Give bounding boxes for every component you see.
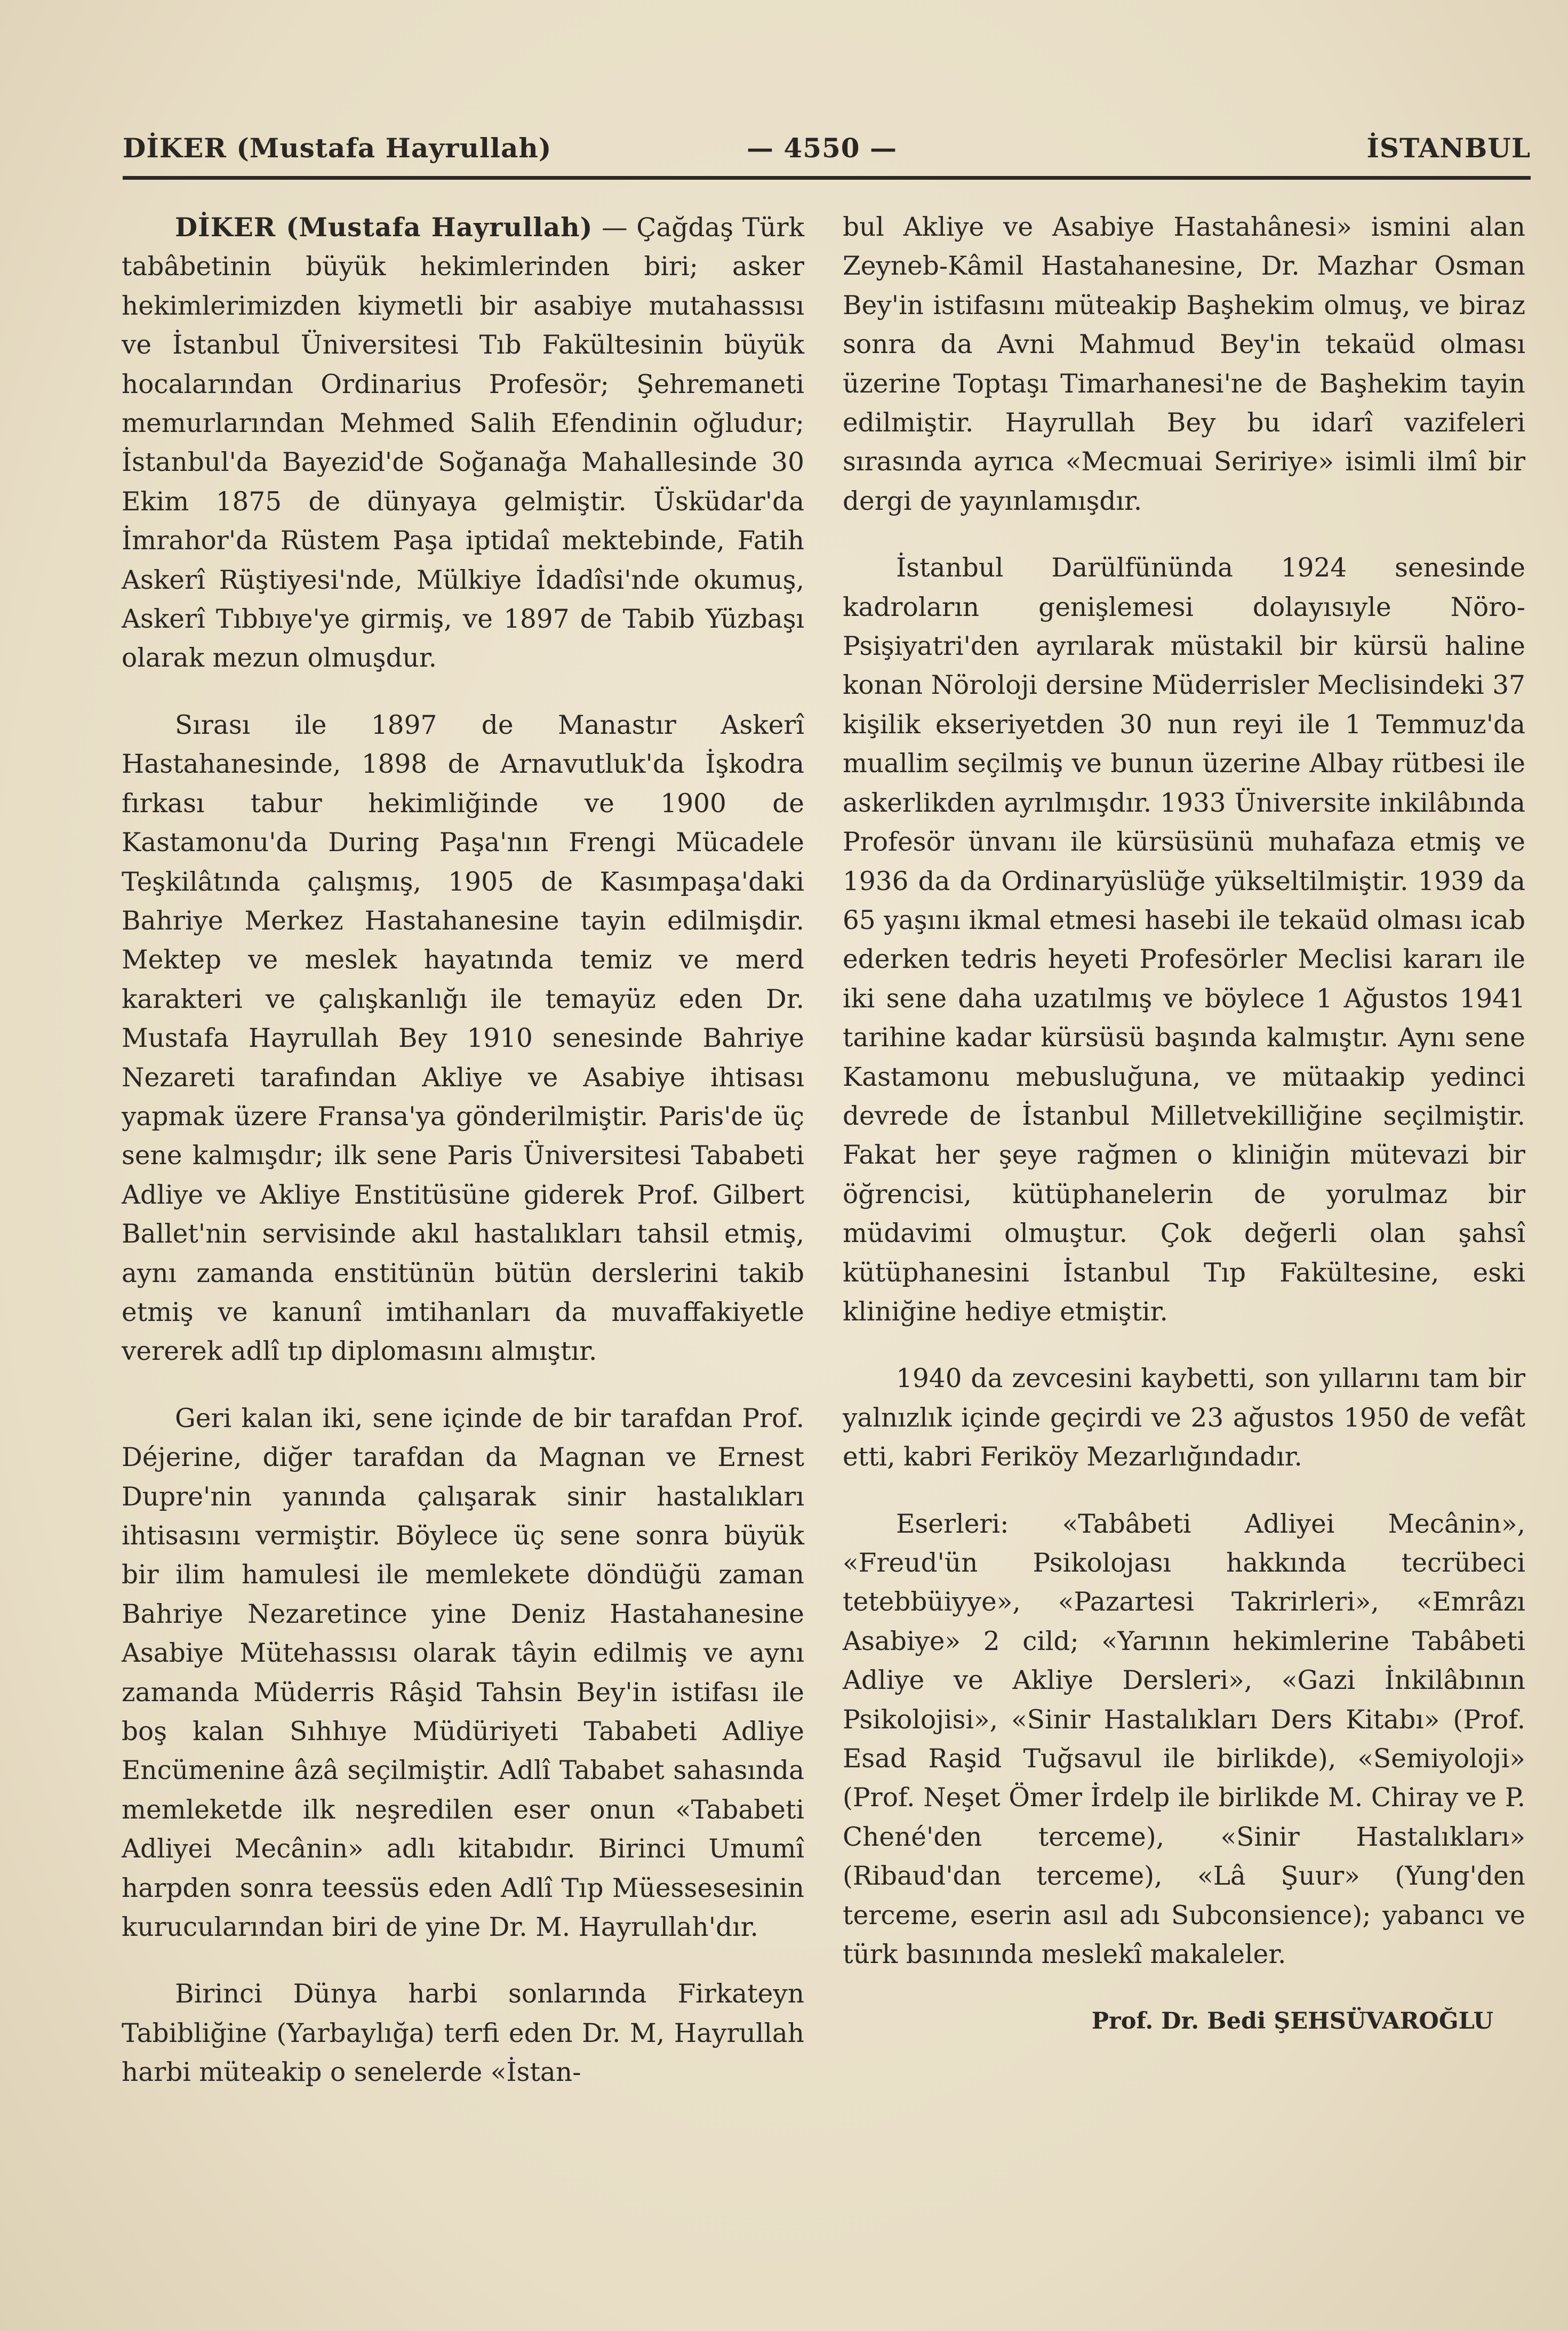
header-entry-title: DİKER (Mustafa Hayrullah) bbox=[123, 132, 552, 164]
paragraph-continuation: bul Akliye ve Asabiye Hastahânesi» ismini alan Zeyneb-Kâmil Hastahanesine, Dr. Mazhar Osman Bey'in istifasını müteakip Başhekim olmuş, ve biraz sonra da Avni Mahmud Bey'in tekaüd olması üzerine Toptaşı Timarhanesi'ne de Başhekim tayin edilmiştir. Hayrullah Bey bu idarî vazifeleri sırasında ayrıca «Mecmuai Seririye» isimli ilmî bir dergi de yayınlamışdır. bbox=[843, 212, 1525, 516]
header-city: İSTANBUL bbox=[1366, 132, 1531, 164]
paragraph-war: Birinci Dünya harbi sonlarında Firkateyn Tabibliğine (Yarbaylığa) terfi eden Dr. M, Hayrullah harbi müteakip o senelerde «İstan- bbox=[122, 1979, 804, 2088]
paragraph-intro bbox=[122, 208, 804, 678]
left-column bbox=[122, 208, 804, 2120]
header-rule bbox=[123, 176, 1531, 180]
entry-name: DİKER (Mustafa Hayrullah) bbox=[175, 212, 593, 243]
paragraph-specialization: Geri kalan iki, sene içinde de bir tarafdan Prof. Déjerine, diğer tarafdan da Magnan ve Ernest Dupre'nin yanında çalışarak sinir hastalıkları ihtisasını vermiştir. Böylece üç sene sonra büyük bir ilim hamulesi ile memlekete döndüğü zaman Bahriye Nezaretince yine Deniz Hastahanesine Asabiye Mütehassısı olarak tâyin edilmiş ve aynı zamanda Müderris Râşid Tahsin Bey'in istifası ile boş kalan Sıhhıye Müdüriyeti Tababeti Adliye Encümenine âzâ seçilmiştir. Adlî Tababet sahasında memleketde ilk neşredilen eser onun «Tababeti Adliyei Mecânin» adlı kitabıdır. Birinci Umumî harpden sonra teessüs eden Adlî Tıp Müessesesinin kurucularından biri de yine Dr. M. Hayrullah'dır. bbox=[122, 1403, 804, 1943]
author-signature: Prof. Dr. Bedi ŞEHSÜVAROĞLU bbox=[1091, 2008, 1493, 2035]
paragraph-career: Sırası ile 1897 de Manastır Askerî Hastahanesinde, 1898 de Arnavutluk'da İşkodra fırkası tabur hekimliğinde ve 1900 de Kastamonu'da During Paşa'nın Frengi Mücadele Teşkilâtında çalışmış, 1905 de Kasımpaşa'daki Bahriye Merkez Hastahanesine tayin edilmişdir. Mektep ve meslek hayatında temiz ve merd karakteri ve çalışkanlığı ile temayüz eden Dr. Mustafa Hayrullah Bey 1910 senesinde Bahriye Nezareti tarafından Akliye ve Asabiye ihtisası yapmak üzere Fransa'ya gönderilmiştir. Paris'de üç sene kalmışdır; ilk sene Paris Üniversitesi Tababeti Adliye ve Akliye Enstitüsüne giderek Prof. Gilbert Ballet'nin servisinde akıl hastalıkları tahsil etmiş, aynı zamanda enstitünün bütün derslerini takib etmiş ve kanunî imtihanları da muvaffakiyetle vererek adlî tıp diplomasını almıştır. bbox=[122, 710, 804, 1367]
page-number: — 4550 — bbox=[747, 132, 897, 164]
paragraph-works: Eserleri: «Tabâbeti Adliyei Mecânin», «Freud'ün Psikolojası hakkında tecrübeci tetebbüiyye», «Pazartesi Takrirleri», «Emrâzı Asabiye» 2 cild; «Yarının hekimlerine Tabâbeti Adliye ve Akliye Dersleri», «Gazi İnkilâbının Psikolojisi», «Sinir Hastalıkları Ders Kitabı» (Prof. Esad Raşid Tuğsavul ile birlikde), «Semiyoloji» (Prof. Neşet Ömer İrdelp ile birlikde M. Chiray ve P. Chené'den terceme), «Sinir Hastalıkları» (Ribaud'dan terceme), «Lâ Şuur» (Yung'den terceme, eserin asıl adı Subconsience); yabancı ve türk basınında meslekî makaleler. bbox=[843, 1509, 1525, 1970]
intro-text: — Çağdaş Türk tabâbetinin büyük hekimlerinden biri; asker hekimlerimizden kiymetli bir asabiye mutahassısı ve İstanbul Üniversitesi Tıb Fakültesinin büyük hocalarından Ordinarius Profesör; Şehremaneti memurlarından Mehmed Salih Efendinin oğludur; İstanbul'da Bayezid'de Soğanağa Mahallesinde 30 Ekim 1875 de dünyaya gelmiştir. Üsküdar'da İmrahor'da Rüstem Paşa iptidaî mektebinde, Fatih Askerî Rüştiyesi'nde, Mülkiye İdadîsi'nde okumuş, Askerî Tıbbıye'ye girmiş, ve 1897 de Tabib Yüzbaşı olarak mezun olmuşdur. bbox=[122, 213, 804, 674]
paragraph-university: İstanbul Darülfününda 1924 senesinde kadroların genişlemesi dolayısıyle Nöro-Psişiyatri'den ayrılarak müstakil bir kürsü haline konan Nöroloji dersine Müderrisler Meclisindeki 37 kişilik ekseriyetden 30 nun reyi ile 1 Temmuz'da muallim seçilmiş ve bunun üzerine Albay rütbesi ile askerlikden ayrılmışdır. 1933 Üniversite inkilâbında Profesör ünvanı ile kürsüsünü muhafaza etmiş ve 1936 da da Ordinaryüslüğe yükseltilmiştir. 1939 da 65 yaşını ikmal etmesi hasebi ile tekaüd olması icab ederken tedris heyeti Profesörler Meclisi kararı ile iki sene daha uzatılmış ve böylece 1 Ağustos 1941 tarihine kadar kürsüsü başında kalmıştır. Aynı sene Kastamonu mebusluğuna, ve mütaakip yedinci devrede de İstanbul Milletvekilliğine seçilmiştir. Fakat her şeye rağmen o kliniğin mütevazi bir öğrencisi, kütüphanelerin de yorulmaz bir müdavimi olmuştur. Çok değerli olan şahsî kütüphanesini İstanbul Tıp Fakültesine, eski kliniğine hediye etmiştir. bbox=[843, 553, 1525, 1327]
paragraph-death: 1940 da zevcesini kaybetti, son yıllarını tam bir yalnızlık içinde geçirdi ve 23 ağustos 1950 de vefât etti, kabri Feriköy Mezarlığındadır. bbox=[843, 1364, 1525, 1472]
right-column bbox=[843, 208, 1525, 2069]
page-header bbox=[123, 132, 1531, 175]
